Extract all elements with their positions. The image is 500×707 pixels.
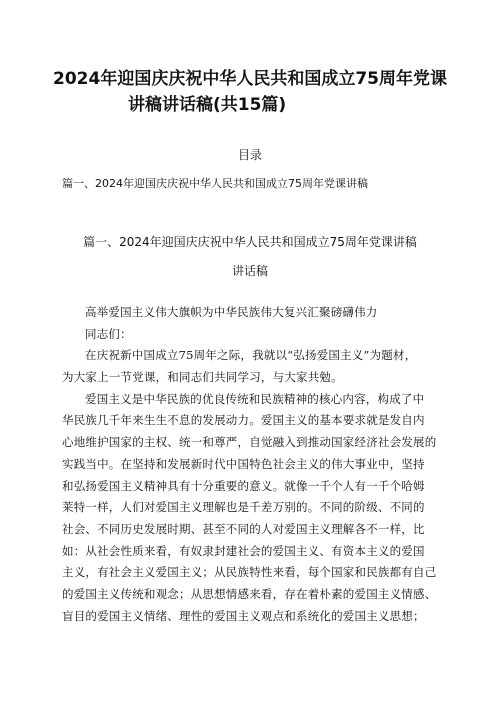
body-line: 如：从社会性质来看，有奴隶封建社会的爱国主义、有资本主义的爱国 [62, 543, 425, 558]
section-title-line-2: 讲话稿 [231, 264, 268, 278]
document-title-line-2: 讲稿讲话稿(共15篇) [128, 95, 287, 115]
body-salutation: 同志们： [85, 326, 132, 341]
body-subtitle: 高举爱国主义伟大旗帜为中华民族伟大复兴汇聚磅礴伟力 [85, 305, 378, 319]
section-title-line-1: 篇一、2024年迎国庆庆祝中华人民共和国成立75周年党课讲稿 [83, 235, 417, 249]
body-line: 为大家上一节党课，和同志们共同学习，与大家共勉。 [62, 370, 343, 385]
document-body [62, 302, 452, 627]
body-line: 和弘扬爱国主义精神具有十分重要的意义。就像一千个人有一千个哈姆 [62, 478, 425, 493]
toc-heading: 目录 [237, 148, 262, 162]
body-line: 社会、不同历史发展时期、甚至不同的人对爱国主义理解各不一样，比 [62, 521, 425, 536]
body-line: 爱国主义是中华民族的优良传统和民族精神的核心内容，构成了中 [85, 391, 425, 406]
body-line: 在庆祝新中国成立75周年之际，我就以“弘扬爱国主义”为题材， [85, 348, 417, 363]
body-line: 盲目的爱国主义情绪、理性的爱国主义观点和系统化的爱国主义思想； [62, 608, 425, 623]
body-line: 主义，有社会主义爱国主义；从民族特性来看，每个国家和民族都有自己 [62, 565, 437, 580]
body-line: 莱特一样，人们对爱国主义理解也是千差万别的。不同的阶级、不同的 [62, 500, 425, 515]
body-line: 的爱国主义传统和观念；从思想情感来看，存在着朴素的爱国主义情感、 [62, 586, 437, 601]
toc-item: 篇一、2024年迎国庆庆祝中华人民共和国成立75周年党课讲稿 [62, 177, 368, 190]
document-title-line-1: 2024年迎国庆庆祝中华人民共和国成立75周年党课 [53, 69, 447, 89]
body-line: 华民族几千年来生生不息的发展动力。爱国主义的基本要求就是发自内 [62, 413, 425, 428]
body-line: 实践当中。在坚持和发展新时代中国特色社会主义的伟大事业中，坚持 [62, 456, 425, 471]
body-line: 心地维护国家的主权、统一和尊严，自觉融入到推动国家经济社会发展的 [62, 435, 437, 450]
